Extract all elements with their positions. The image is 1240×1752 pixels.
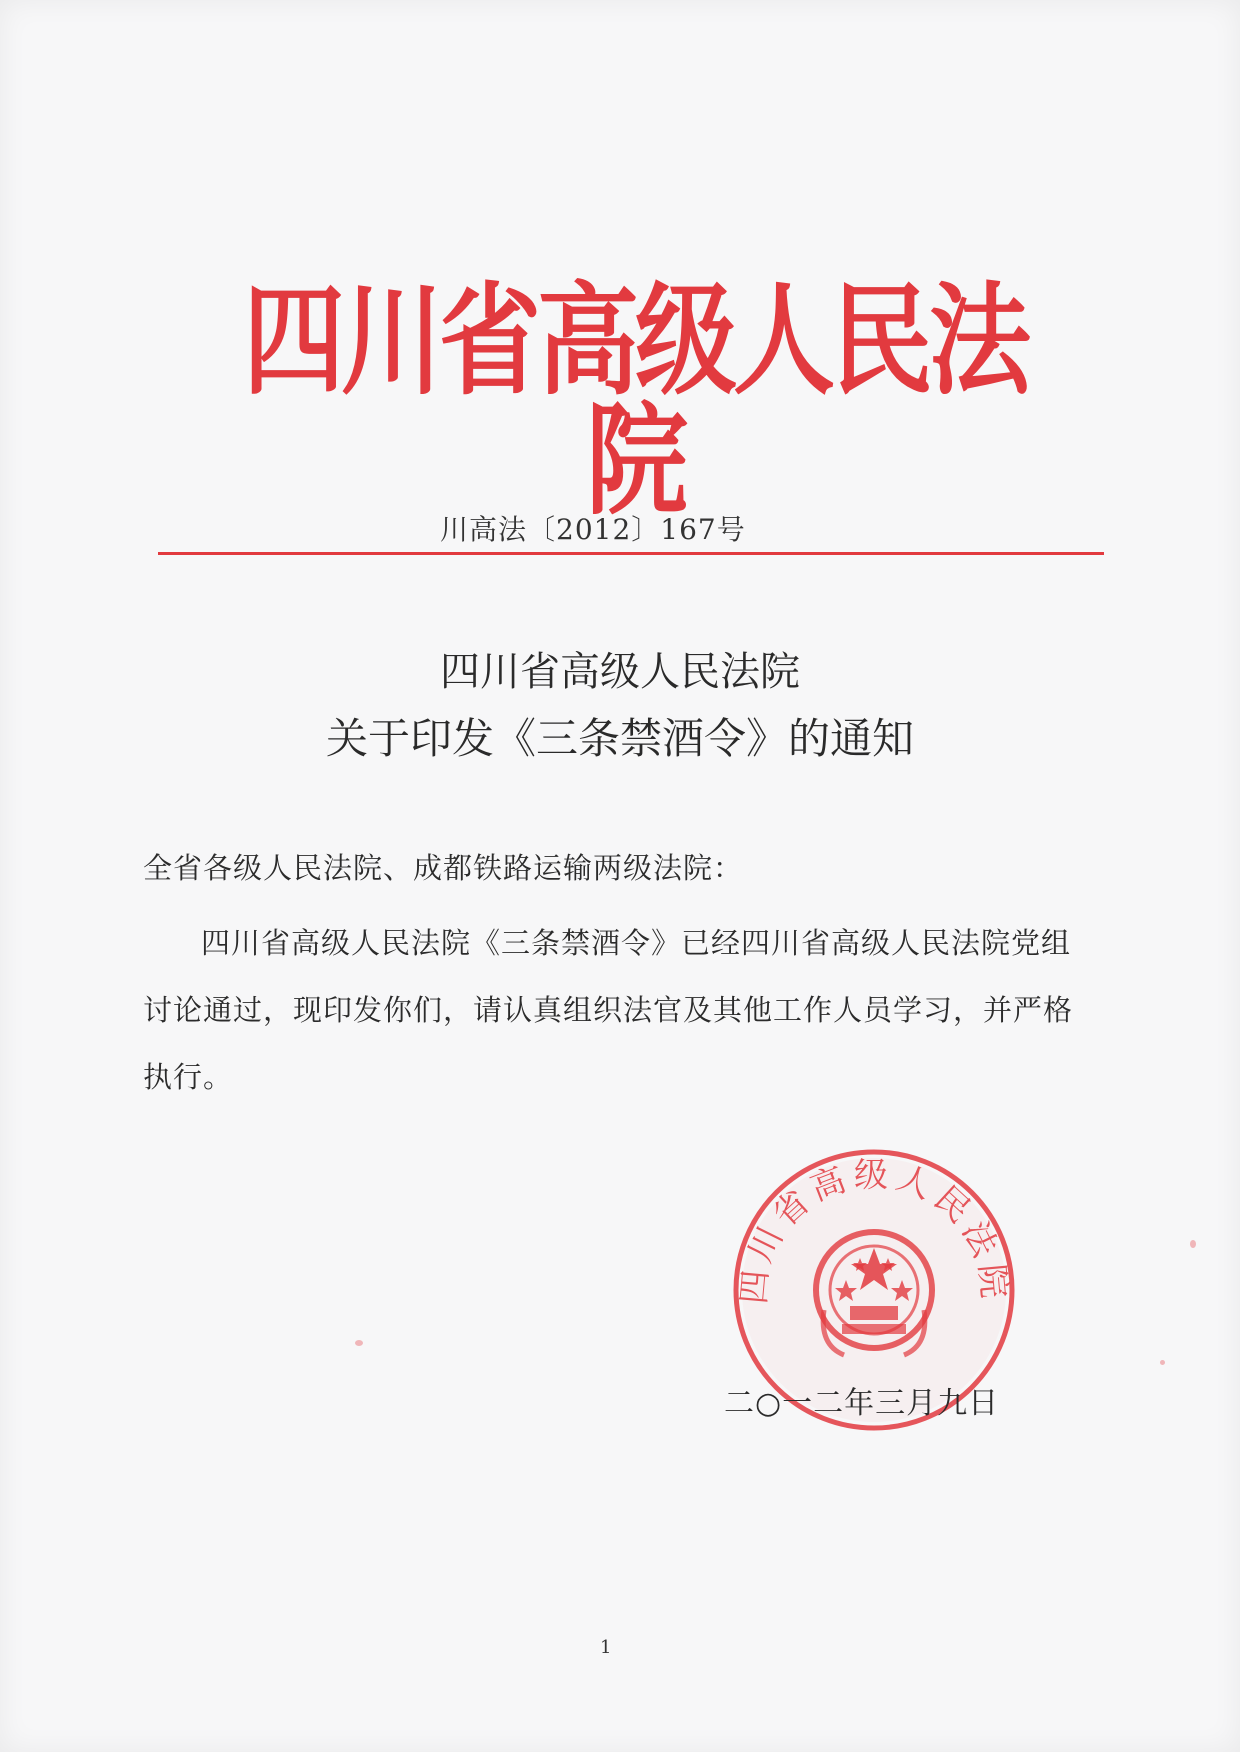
body-paragraph: 四川省高级人民法院《三条禁酒令》已经四川省高级人民法院党组讨论通过，现印发你们，请认真组织法官及其他工作人员学习，并严格执行。: [143, 926, 1074, 1094]
signature-date: 二○一二年三月九日: [724, 1386, 1000, 1421]
svg-text:四川省高级人民法院: 四川省高级人民法院: [733, 1155, 1015, 1306]
scan-speck: [355, 1340, 363, 1346]
page-number: 1: [600, 1637, 612, 1658]
scan-speck: [1160, 1360, 1165, 1365]
notice-title-line-1: 四川省高级人民法院: [440, 649, 800, 695]
recipient-line: 全省各级人民法院、成都铁路运输两级法院：: [143, 851, 744, 885]
notice-title-line-2: 关于印发《三条禁酒令》的通知: [325, 714, 914, 763]
scan-speck: [1190, 1240, 1196, 1248]
red-separator-line: [158, 552, 1104, 555]
issuer-red-header: 四川省高级人民法院: [243, 271, 1027, 533]
document-number: 川高法〔2012〕167号: [440, 513, 746, 546]
